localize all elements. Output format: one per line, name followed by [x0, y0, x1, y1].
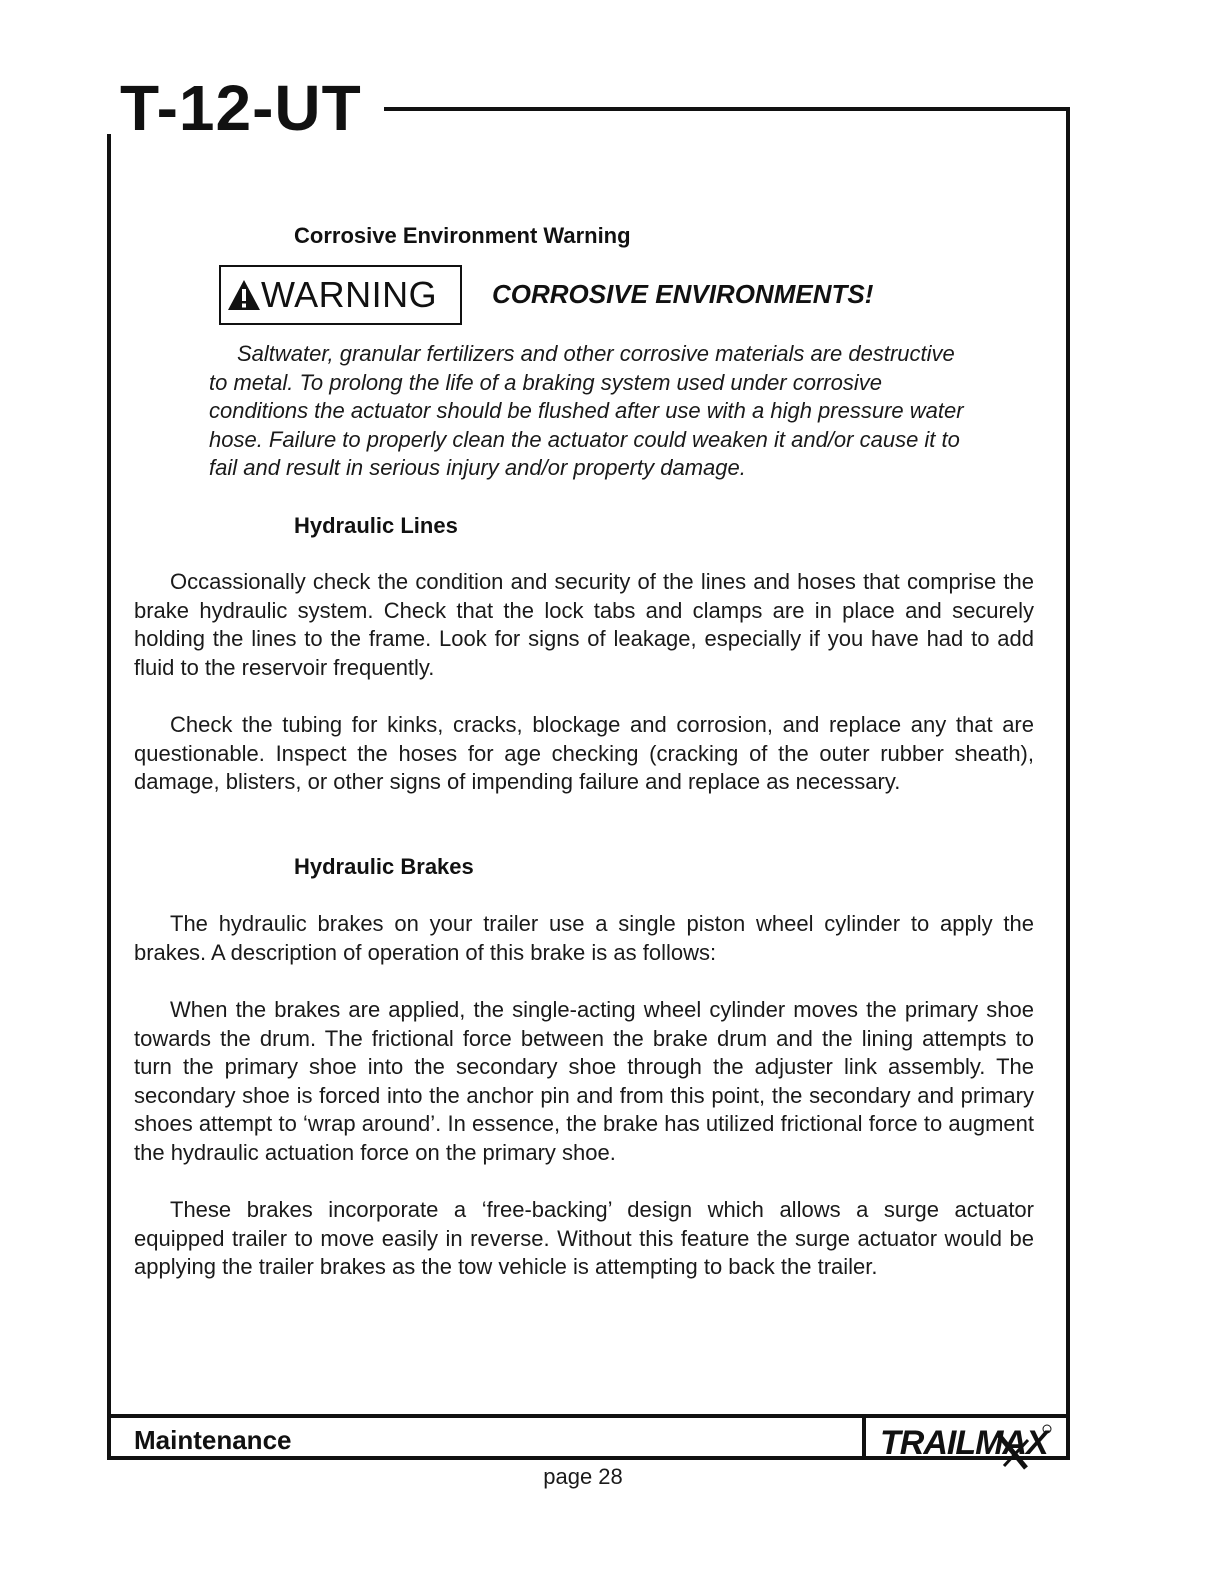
warning-triangle-icon [227, 278, 261, 312]
footer-separator-rule [862, 1414, 866, 1460]
warning-signal-word: WARNING [261, 274, 438, 315]
hydraulic-brakes-paragraph: The hydraulic brakes on your trailer use a single piston wheel cylinder to apply the brakes. A description of operation of this brake is as follows: [134, 911, 1034, 965]
footer-section-label: Maintenance [134, 1425, 292, 1455]
warning-text: Saltwater, granular fertilizers and other corrosive materials are destructive to metal. To prolong the life of a braking system used under corrosive conditions the actuator should be flushed after use with a high pressure water hose. Failure to properly clean the actuator could weaken it and/or cause it to fail and result in serious injury and/or property damage. [209, 341, 964, 480]
warning-title: CORROSIVE ENVIRONMENTS! [492, 279, 874, 309]
frame-right-rule [1066, 107, 1070, 1460]
hydraulic-brakes-paragraph: These brakes incorporate a ‘free-backing’ design which allows a surge actuator equipped trailer to move easily in reverse. Without this feature the surge actuator would be applying the trailer brakes as the tow vehicle is attempting to back the trailer. [134, 1197, 1034, 1279]
frame-top-rule [384, 107, 1070, 111]
hydraulic-brakes-paragraph: When the brakes are applied, the single-acting wheel cylinder moves the primary shoe towards the drum. The frictional force between the brake drum and the lining attempts to turn the primary shoe into the secondary shoe through the adjuster link assembly. The secondary shoe is forced into the anchor pin and from this point, the secondary and primary shoes attempt to ‘wrap around’. In essence, the brake has utilized frictional force to augment the hydraulic actuation force on the primary shoe. [134, 997, 1034, 1165]
frame-left-rule [107, 134, 111, 1460]
warning-badge [219, 265, 462, 325]
hydraulic-lines-paragraph: Check the tubing for kinks, cracks, blockage and corrosion, and replace any that are questionable. Inspect the hoses for age checking (cracking of the outer rubber sheath), damage, blisters, or other signs of impending failure and replace as necessary. [134, 712, 1034, 794]
hydraulic-brakes-heading: Hydraulic Brakes [294, 854, 474, 879]
hydraulic-lines-paragraph: Occassionally check the condition and security of the lines and hoses that comprise the brake hydraulic system. Check that the lock tabs and clamps are in place and securely holding the lines to the frame. Look for signs of leakage, especially if you have had to add fluid to the reservoir frequently. [134, 569, 1034, 680]
corrosive-warning-heading: Corrosive Environment Warning [294, 223, 631, 248]
logo-wordmark: TRAILMAX [880, 1424, 1048, 1462]
hydraulic-lines-heading: Hydraulic Lines [294, 513, 458, 538]
page-number: page 28 [543, 1464, 623, 1489]
document-title: T-12-UT [120, 72, 362, 144]
